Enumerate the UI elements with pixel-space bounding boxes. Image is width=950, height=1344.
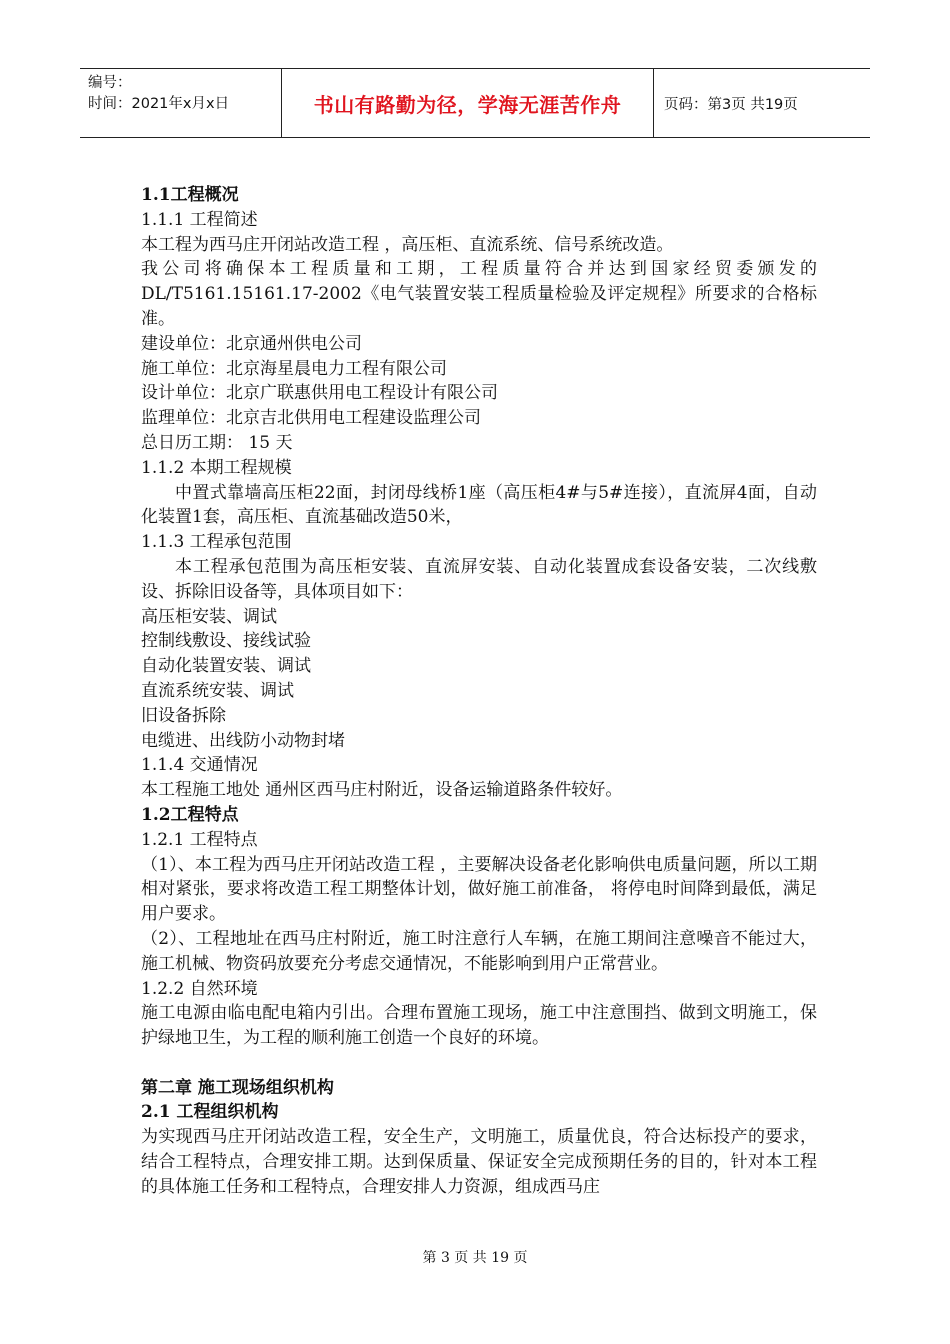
body-paragraph: 1.1.3 工程承包范围 xyxy=(141,532,292,553)
body-paragraph: （1）、本工程为西马庄开闭站改造工程 ，主要解决设备老化影响供电质量问题，所以工期相对紧张，要求将改造工程工期整体计划，做好施工前准备， 将停电时间降到最低，满足用户要求。 xyxy=(141,854,817,925)
body-paragraph: 自动化装置安装、调试 xyxy=(141,656,311,677)
section-heading: 1.1工程概况 xyxy=(141,185,239,205)
section-heading: 1.2工程特点 xyxy=(141,804,239,825)
document-date-label: 时间：2021年x月x日 xyxy=(88,96,230,112)
page-footer: 第 3 页 共 19 页 xyxy=(422,1250,528,1266)
body-paragraph: 为实现西马庄开闭站改造工程，安全生产，文明施工，质量优良，符合达标投产的要求，结合工程特点，合理安排工期。达到保质量、保证安全完成预期任务的目的，针对本工程的具体施工任务和工程特点，合理安排人力资源，组成西马庄 xyxy=(141,1127,817,1197)
body-paragraph: 施工电源由临电配电箱内引出。合理布置施工现场，施工中注意围挡、做到文明施工，保护绿地卫生，为工程的顺利施工创造一个良好的环境。 xyxy=(141,1003,817,1049)
body-paragraph: 旧设备拆除 xyxy=(141,705,226,726)
body-paragraph: 1.1.2 本期工程规模 xyxy=(141,457,292,478)
header-meta xyxy=(80,69,282,137)
section-heading: 2.1 工程组织机构 xyxy=(141,1102,279,1123)
document-number-label: 编号： xyxy=(88,75,132,91)
section-heading: 第二章 施工现场组织机构 xyxy=(141,1077,334,1098)
body-paragraph: 我公司将确保本工程质量和工期，工程质量符合并达到国家经贸委颁发的DL/T5161.15161.17-2002《电气装置安装工程质量检验及评定规程》所要求的合格标准。 xyxy=(141,259,817,329)
body-paragraph: 监理单位：北京吉北供用电工程建设监理公司 xyxy=(141,408,481,429)
body-paragraph: 本工程施工地处 通州区西马庄村附近，设备运输道路条件较好。 xyxy=(141,780,623,801)
body-paragraph: 电缆进、出线防小动物封堵 xyxy=(141,730,345,751)
body-paragraph: 本工程承包范围为高压柜安装、直流屏安装、自动化装置成套设备安装，二次线敷设、拆除旧设备等，具体项目如下： xyxy=(141,556,817,602)
body-paragraph: 建设单位：北京通州供电公司 xyxy=(141,333,362,354)
page-header xyxy=(80,68,870,138)
body-paragraph: 1.1.1 工程简述 xyxy=(141,209,258,230)
body-paragraph: 设计单位：北京广联惠供用电工程设计有限公司 xyxy=(141,383,498,404)
body-paragraph: （2）、工程地址在西马庄村附近，施工时注意行人车辆，在施工期间注意噪音不能过大，施工机械、物资码放要充分考虑交通情况，不能影响到用户正常营业。 xyxy=(141,928,817,974)
body-paragraph: 直流系统安装、调试 xyxy=(141,680,294,701)
body-paragraph: 1.2.2 自然环境 xyxy=(141,978,258,999)
body-paragraph: 高压柜安装、调试 xyxy=(141,606,277,627)
header-motto: 书山有路勤为径，学海无涯苦作舟 xyxy=(282,69,654,137)
blank-line xyxy=(141,1051,817,1076)
body-paragraph: 1.2.1 工程特点 xyxy=(141,829,258,850)
document-body xyxy=(141,183,817,1200)
body-paragraph: 控制线敷设、接线试验 xyxy=(141,631,311,652)
header-page-info: 页码：第3页 共19页 xyxy=(664,96,798,113)
body-paragraph: 中置式靠墙高压柜22面，封闭母线桥1座（高压柜4#与5#连接），直流屏4面，自动化装置1套，高压柜、直流基础改造50米， xyxy=(141,482,817,528)
body-paragraph: 施工单位：北京海星晨电力工程有限公司 xyxy=(141,358,447,379)
body-paragraph: 1.1.4 交通情况 xyxy=(141,755,258,776)
body-paragraph: 本工程为西马庄开闭站改造工程 ，高压柜、直流系统、信号系统改造。 xyxy=(141,234,674,255)
body-paragraph: 总日历工期： 15 天 xyxy=(141,432,293,453)
